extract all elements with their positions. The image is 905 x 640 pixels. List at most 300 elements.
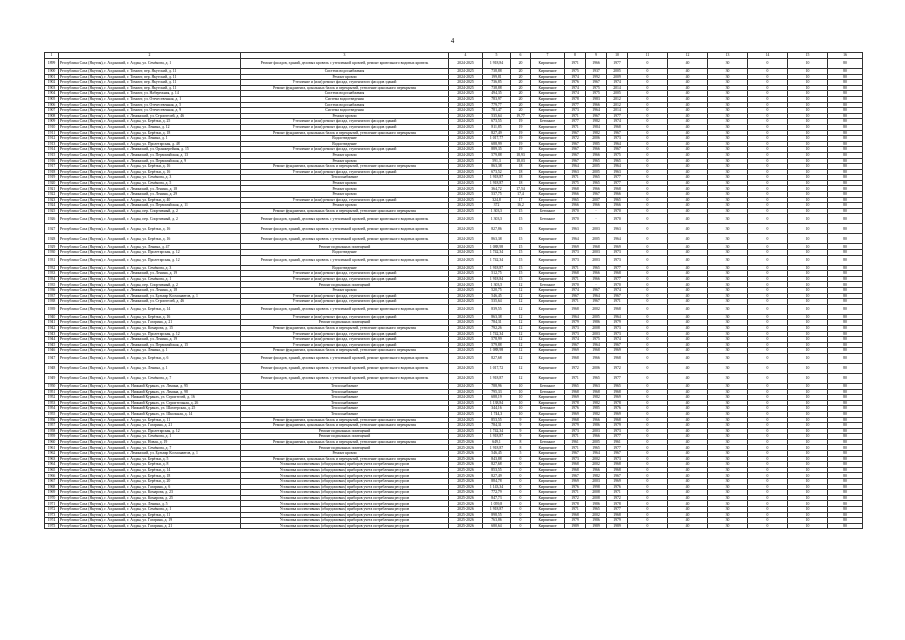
table-cell: 10: [788, 91, 828, 97]
table-cell: 40: [668, 479, 708, 485]
table-cell: 2024-2025: [449, 130, 483, 136]
table-cell: Ремонт фасадов, зданий, деловых кровель с утепленной кровлей, ремонт кровельного видовых кровель: [241, 214, 449, 224]
table-cell: 1975: [565, 180, 586, 186]
table-cell: 0: [748, 428, 788, 434]
table-cell: 5: [511, 451, 531, 457]
table-cell: 0: [511, 484, 531, 490]
table-cell: 2024-2025: [449, 91, 483, 97]
table-cell: Кирпичное: [531, 400, 565, 406]
table-cell: 10: [788, 130, 828, 136]
table-cell: 1979: [607, 320, 628, 326]
table-cell: 0: [748, 395, 788, 401]
table-cell: 1926: [45, 214, 59, 224]
table-cell: Кирпичное: [531, 102, 565, 108]
table-cell: 781,47: [483, 108, 511, 114]
table-cell: 40: [668, 439, 708, 445]
table-cell: 2024-2025: [449, 69, 483, 75]
table-cell: 1968: [607, 186, 628, 192]
table-cell: 10: [788, 445, 828, 451]
table-cell: 10: [788, 304, 828, 314]
table-cell: 1 742,34: [483, 428, 511, 434]
table-cell: 0: [628, 203, 668, 209]
table-cell: 19: [511, 136, 531, 142]
table-cell: 1970: [565, 282, 586, 288]
table-cell: 80: [828, 203, 863, 209]
table-cell: 40: [668, 288, 708, 294]
table-cell: 30: [708, 141, 748, 147]
table-cell: 1968: [607, 512, 628, 518]
table-cell: 2024-2025: [449, 417, 483, 423]
table-cell: 1963: [565, 224, 586, 234]
table-cell: 15: [511, 224, 531, 234]
table-cell: 0: [511, 473, 531, 479]
table-cell: 1 059,8: [483, 501, 511, 507]
column-header: 10: [607, 53, 628, 59]
column-header: 7: [531, 53, 565, 59]
table-cell: 1977: [607, 276, 628, 282]
table-cell: Кирпичное: [531, 136, 565, 142]
table-cell: 80: [828, 130, 863, 136]
table-cell: Республика Саха (Якутия), г. Алданский, г. Ленинский, ул. Оранжерейная, д. 15: [59, 147, 241, 153]
table-cell: Республика Саха (Якутия), г. Алданский, г. Алдан, ул. Берёзки, д. 11: [59, 512, 241, 518]
table-cell: 30: [708, 353, 748, 363]
table-cell: Кирпичное: [531, 158, 565, 164]
table-cell: 1966: [607, 203, 628, 209]
table-cell: 1989: [565, 523, 586, 529]
table-cell: 0: [748, 214, 788, 224]
table-cell: Кирпичное: [531, 147, 565, 153]
table-cell: 779,77: [483, 102, 511, 108]
table-cell: 1966: [586, 434, 607, 440]
table-cell: Установка коллективных (общедомовых) приборов учета потребления ресурсов: [241, 490, 449, 496]
table-cell: 18,93: [511, 152, 531, 158]
table-cell: Республика Саха (Якутия), г. Алданский, г. Ленинский, ул. Ленина, д. 29: [59, 192, 241, 198]
table-cell: 1968: [565, 389, 586, 395]
table-cell: 30: [708, 192, 748, 198]
table-cell: 30: [708, 428, 748, 434]
table-cell: 1968: [607, 389, 628, 395]
table-cell: 1977: [607, 373, 628, 383]
table-cell: 1967: [607, 451, 628, 457]
table-cell: Кирпичное: [531, 342, 565, 348]
table-cell: 40: [668, 119, 708, 125]
table-cell: 811,85: [483, 124, 511, 130]
table-cell: 884,78: [483, 479, 511, 485]
table-cell: 1982: [586, 411, 607, 417]
table-cell: 40: [668, 337, 708, 343]
table-cell: 0: [748, 124, 788, 130]
table-cell: 0: [748, 119, 788, 125]
table-cell: 1971: [565, 59, 586, 69]
table-cell: 12: [511, 304, 531, 314]
table-cell: 1934: [45, 276, 59, 282]
table-cell: 30: [708, 395, 748, 401]
table-cell: 863,38: [483, 164, 511, 170]
table-cell: 40: [668, 417, 708, 423]
table-cell: 1989: [586, 523, 607, 529]
table-cell: 0: [748, 473, 788, 479]
table-cell: 1978: [565, 400, 586, 406]
table-cell: 2024-2025: [449, 250, 483, 256]
table-cell: 0: [511, 518, 531, 524]
table-cell: 1969: [607, 479, 628, 485]
table-cell: 1912: [45, 136, 59, 142]
table-cell: 1910: [45, 124, 59, 130]
table-cell: 40: [668, 512, 708, 518]
table-cell: 1967: [565, 342, 586, 348]
table-cell: Ремонт подвальных помещений: [241, 282, 449, 288]
table-cell: 80: [828, 158, 863, 164]
table-cell: 1 742,34: [483, 250, 511, 256]
table-cell: 40: [668, 434, 708, 440]
column-header: 16: [828, 53, 863, 59]
table-cell: Республика Саха (Якутия), г. Алданский, г. Алдан, пер. Спортивный, д. 2: [59, 214, 241, 224]
table-cell: 80: [828, 439, 863, 445]
table-cell: 30: [708, 383, 748, 389]
table-cell: 80: [828, 59, 863, 69]
table-cell: 1964: [607, 141, 628, 147]
table-cell: 0: [628, 518, 668, 524]
table-cell: Республика Саха (Якутия), г. Алданский, г. Алдан, ул. Берёзки, д. 16: [59, 234, 241, 244]
table-cell: 1975: [586, 85, 607, 91]
table-cell: 2008: [586, 325, 607, 331]
table-cell: 80: [828, 304, 863, 314]
table-cell: 10: [788, 69, 828, 75]
table-cell: 1968: [607, 462, 628, 468]
table-cell: Бетонное: [531, 119, 565, 125]
table-cell: 0: [748, 180, 788, 186]
table-row: [45, 234, 863, 244]
table-cell: 1965: [586, 175, 607, 181]
table-row: [45, 255, 863, 265]
table-cell: 80: [828, 501, 863, 507]
table-cell: 763,86: [483, 518, 511, 524]
table-cell: Кирпичное: [531, 320, 565, 326]
column-header: 8: [565, 53, 586, 59]
table-cell: Система водоснабжения: [241, 91, 449, 97]
table-cell: 15: [511, 265, 531, 271]
table-cell: 80: [828, 434, 863, 440]
table-cell: 30: [708, 299, 748, 305]
column-header: 3: [241, 53, 449, 59]
table-cell: 18: [511, 175, 531, 181]
table-cell: Ремонт кровли: [241, 158, 449, 164]
table-cell: 2014: [607, 85, 628, 91]
table-cell: 0: [628, 69, 668, 75]
table-cell: 0: [628, 175, 668, 181]
table-cell: 40: [668, 169, 708, 175]
table-cell: 10: [788, 467, 828, 473]
table-cell: 1965: [586, 507, 607, 513]
table-cell: 1968: [565, 271, 586, 277]
table-cell: 30: [708, 85, 748, 91]
table-cell: 1973: [565, 331, 586, 337]
table-cell: 1 918,87: [483, 175, 511, 181]
table-cell: 8: [511, 439, 531, 445]
table-cell: 1973: [607, 136, 628, 142]
table-cell: 1977: [607, 180, 628, 186]
table-cell: Кирпичное: [531, 434, 565, 440]
table-cell: Ремонт фасадов, зданий, деловых кровель с утепленной кровлей, ремонт кровельного видовых кровель: [241, 224, 449, 234]
table-cell: 30: [708, 363, 748, 373]
table-cell: 1901: [45, 74, 59, 80]
table-cell: 1964: [586, 293, 607, 299]
table-cell: Установка коллективных (общедомовых) приборов учета потребления ресурсов: [241, 462, 449, 468]
table-cell: 0: [748, 325, 788, 331]
table-cell: 1968: [586, 389, 607, 395]
table-cell: 80: [828, 462, 863, 468]
table-cell: 1969: [607, 411, 628, 417]
table-cell: 10: [788, 395, 828, 401]
table-cell: 10: [511, 395, 531, 401]
table-cell: 30: [708, 411, 748, 417]
table-cell: 199,81: [483, 74, 511, 80]
table-cell: 10: [788, 271, 828, 277]
table-cell: 0: [628, 119, 668, 125]
table-cell: 17,54: [511, 186, 531, 192]
table-cell: 2024-2025: [449, 395, 483, 401]
table-cell: 0: [628, 74, 668, 80]
table-cell: 520,75: [483, 288, 511, 294]
table-cell: 1921: [45, 186, 59, 192]
table-cell: 1975: [586, 91, 607, 97]
table-cell: 1899: [45, 59, 59, 69]
table-cell: Установка коллективных (общедомовых) приборов учета потребления ресурсов: [241, 512, 449, 518]
table-cell: Республика Саха (Якутия), г. Алданский, г. Алдан, ул. Пролетарская, д. 12: [59, 331, 241, 337]
table-cell: 1914: [45, 147, 59, 153]
table-cell: 80: [828, 299, 863, 305]
table-cell: Республика Саха (Якутия), г. Алданский, г. Алдан, ул. Семёнова, д. 1: [59, 59, 241, 69]
table-cell: 0: [748, 501, 788, 507]
table-cell: 10: [788, 180, 828, 186]
table-cell: 2006: [586, 363, 607, 373]
table-row: [45, 353, 863, 363]
table-cell: Республика Саха (Якутия), г. Алданский, г. Алдан, ул. Берёзки, д. 40: [59, 197, 241, 203]
table-cell: Республика Саха (Якутия), г. Алданский, г. Томмот, пер. Якутский, д. 11: [59, 85, 241, 91]
table-cell: 1967: [565, 141, 586, 147]
table-cell: Кирпичное: [531, 411, 565, 417]
table-cell: 80: [828, 445, 863, 451]
table-cell: 40: [668, 304, 708, 314]
table-cell: 1971: [565, 276, 586, 282]
table-cell: 1967: [586, 192, 607, 198]
table-cell: Ремонт фундамента, цокольных балок и перекрытий, утепление цокольного перекрытия: [241, 348, 449, 354]
table-cell: 0: [748, 91, 788, 97]
table-cell: 1947: [45, 353, 59, 363]
table-cell: Кирпичное: [531, 271, 565, 277]
table-cell: 40: [668, 331, 708, 337]
table-cell: 0: [748, 462, 788, 468]
table-cell: 1966: [586, 186, 607, 192]
table-cell: Республика Саха (Якутия), г. Алданский, г. Томмот, ул. Отечественная, д. 9: [59, 108, 241, 114]
table-cell: 10: [788, 451, 828, 457]
table-cell: 1972: [565, 136, 586, 142]
table-cell: 40: [668, 389, 708, 395]
table-cell: 1964: [607, 314, 628, 320]
table-cell: 2024-2025: [449, 325, 483, 331]
table-cell: 0: [628, 373, 668, 383]
table-cell: 1911: [45, 130, 59, 136]
table-cell: 1966: [586, 59, 607, 69]
table-cell: 0: [628, 406, 668, 412]
table-cell: 80: [828, 337, 863, 343]
table-cell: 80: [828, 180, 863, 186]
table-cell: 30: [708, 473, 748, 479]
table-cell: 1 918,87: [483, 180, 511, 186]
table-cell: 0: [748, 484, 788, 490]
table-cell: 30: [708, 495, 748, 501]
table-cell: 30: [708, 214, 748, 224]
table-cell: 795,33: [483, 389, 511, 395]
table-cell: 1922: [45, 192, 59, 198]
table-cell: 2006: [586, 136, 607, 142]
table-cell: 1935: [45, 282, 59, 288]
table-cell: Установка коллективных (общедомовых) приборов учета потребления ресурсов: [241, 484, 449, 490]
table-cell: Республика Саха (Якутия), г. Алданский, г. Алдан, ул. Семёнова, д. 1: [59, 507, 241, 513]
table-cell: 2024-2025: [449, 59, 483, 69]
table-cell: 898,55: [483, 512, 511, 518]
table-cell: 2024-2025: [449, 255, 483, 265]
table-cell: 80: [828, 451, 863, 457]
table-cell: 12: [511, 314, 531, 320]
table-cell: 2003: [586, 331, 607, 337]
table-cell: 1965: [586, 180, 607, 186]
table-cell: 1967: [565, 158, 586, 164]
table-cell: 80: [828, 74, 863, 80]
table-cell: 546,45: [483, 293, 511, 299]
table-cell: 40: [668, 342, 708, 348]
table-cell: 1973: [607, 428, 628, 434]
table-cell: 680,64: [483, 523, 511, 529]
table-cell: 827,68: [483, 353, 511, 363]
table-cell: 0: [511, 523, 531, 529]
table-cell: Ремонт кровли: [241, 203, 449, 209]
table-cell: 1946: [45, 348, 59, 354]
table-cell: 1969: [45, 490, 59, 496]
table-cell: 9: [511, 423, 531, 429]
table-cell: 2025-2026: [449, 495, 483, 501]
table-cell: 2024-2025: [449, 293, 483, 299]
table-cell: 30: [708, 91, 748, 97]
table-cell: 10: [788, 363, 828, 373]
table-cell: 30: [708, 406, 748, 412]
table-cell: 0: [628, 439, 668, 445]
table-cell: 2025-2026: [449, 445, 483, 451]
table-cell: 40: [668, 428, 708, 434]
table-cell: 2024-2025: [449, 428, 483, 434]
table-cell: Республика Саха (Якутия), г. Алданский, г. Алдан, ул. Берёзки, д. 18: [59, 473, 241, 479]
table-cell: 1905: [45, 96, 59, 102]
table-cell: 1973: [565, 428, 586, 434]
table-cell: 10: [788, 353, 828, 363]
table-cell: Водоотведение: [241, 250, 449, 256]
table-cell: Ремонт кровли: [241, 451, 449, 457]
table-cell: 2005: [607, 91, 628, 97]
table-cell: 0: [628, 314, 668, 320]
table-cell: Ремонт фундамента, цокольных балок и перекрытий, утепление цокольного перекрытия: [241, 417, 449, 423]
table-cell: Кирпичное: [531, 479, 565, 485]
table-cell: 20: [511, 96, 531, 102]
table-cell: 1977: [607, 507, 628, 513]
table-cell: 1966: [586, 152, 607, 158]
table-cell: 2024-2025: [449, 406, 483, 412]
table-cell: 2025-2026: [449, 467, 483, 473]
table-cell: Республика Саха (Якутия), г. Алданский, г. Алдан, ул. Пролетарская, д. 12: [59, 428, 241, 434]
table-cell: 30: [708, 304, 748, 314]
table-cell: 0: [628, 423, 668, 429]
table-cell: Кирпичное: [531, 130, 565, 136]
table-cell: 1979: [565, 518, 586, 524]
table-cell: 1967: [607, 130, 628, 136]
table-cell: 12: [511, 353, 531, 363]
table-cell: 0: [628, 250, 668, 256]
table-cell: 1 918,87: [483, 265, 511, 271]
table-cell: 40: [668, 523, 708, 529]
table-cell: Республика Саха (Якутия), г. Алданский, г. Ленинский, ул. Первомайская, д. 9: [59, 158, 241, 164]
table-cell: Республика Саха (Якутия), г. Алданский, г. Алдан, пер. Спортивный, д. 2: [59, 208, 241, 214]
table-cell: 2003: [586, 224, 607, 234]
table-cell: 1967: [607, 293, 628, 299]
table-cell: 40: [668, 423, 708, 429]
table-cell: 324,8: [483, 197, 511, 203]
table-cell: 1982: [586, 473, 607, 479]
table-cell: 2024-2025: [449, 214, 483, 224]
table-cell: 0: [628, 85, 668, 91]
table-cell: Ремонт фасадов, зданий, деловых кровель с утепленной кровлей, ремонт кровельного видовых кровель: [241, 59, 449, 69]
table-cell: 10: [788, 214, 828, 224]
table-cell: 1967: [607, 342, 628, 348]
table-cell: 10: [788, 507, 828, 513]
table-cell: Кирпичное: [531, 91, 565, 97]
table-cell: Система водоотведения: [241, 108, 449, 114]
table-cell: 40: [668, 74, 708, 80]
table-cell: 1 918,87: [483, 434, 511, 440]
table-cell: 0: [628, 507, 668, 513]
table-cell: 1 742,34: [483, 331, 511, 337]
table-cell: 1966: [586, 353, 607, 363]
table-cell: 0: [628, 180, 668, 186]
table-cell: 40: [668, 501, 708, 507]
table-cell: 364,72: [483, 186, 511, 192]
table-cell: Кирпичное: [531, 363, 565, 373]
table-cell: 1 918,84: [483, 276, 511, 282]
table-cell: Республика Саха (Якутия), г. Алданский, г. Алдан, ул. Пролетарская, д. 12: [59, 250, 241, 256]
table-cell: 80: [828, 495, 863, 501]
table-cell: 10: [788, 337, 828, 343]
page-number: 4: [450, 37, 455, 45]
table-cell: Республика Саха (Якутия), г. Алданский, г. Ленинский, ул. Ленина, д. 18: [59, 288, 241, 294]
table-cell: 1973: [607, 456, 628, 462]
table-cell: 0: [628, 342, 668, 348]
table-cell: 30: [708, 136, 748, 142]
table-cell: 0: [628, 353, 668, 363]
table-cell: 2003: [586, 479, 607, 485]
table-cell: 1961: [565, 439, 586, 445]
table-cell: 30: [708, 164, 748, 170]
table-cell: 30: [708, 512, 748, 518]
table-cell: 1 918,87: [483, 445, 511, 451]
table-cell: Республика Саха (Якутия), г. Алданский, г. Алдан, ул. Ленина, д. 1: [59, 136, 241, 142]
table-cell: 80: [828, 208, 863, 214]
table-cell: 1930: [45, 250, 59, 256]
table-cell: 10: [788, 490, 828, 496]
table-cell: Кирпичное: [531, 250, 565, 256]
table-cell: Республика Саха (Якутия), г. Алданский, г. Томмот, ул. Отечественная, д. 1: [59, 96, 241, 102]
table-cell: 512,75: [483, 271, 511, 277]
table-cell: 1974: [607, 288, 628, 294]
table-cell: 80: [828, 353, 863, 363]
table-row: [45, 523, 863, 529]
